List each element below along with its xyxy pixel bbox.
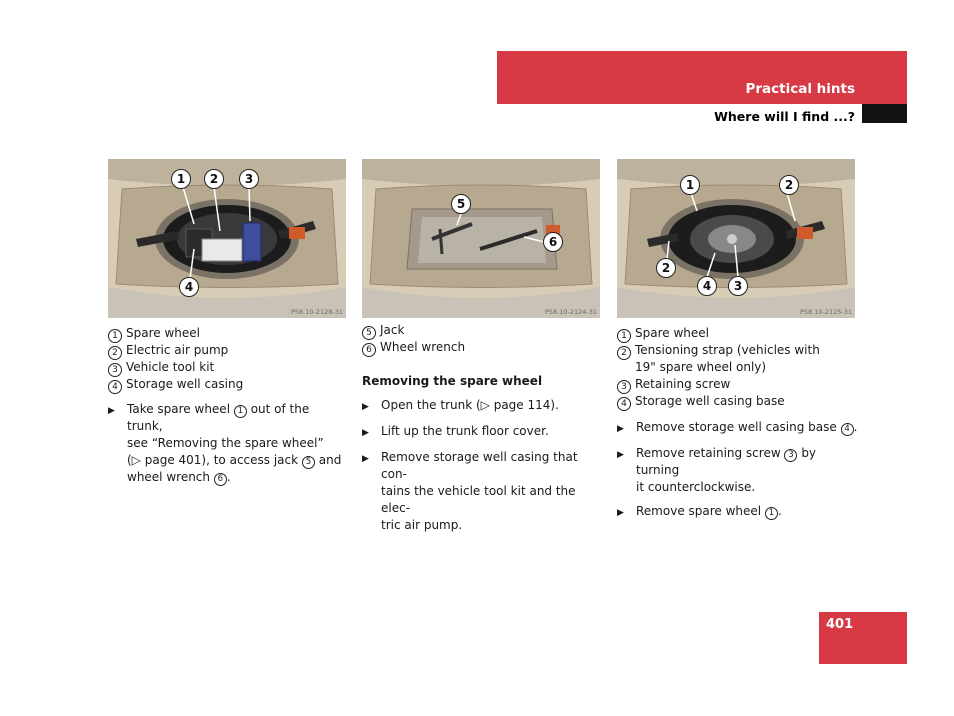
trunk-photo-2	[362, 159, 600, 318]
legend-num: 4	[617, 397, 631, 411]
step-text: Take spare wheel	[127, 402, 231, 416]
step-text: Remove storage well casing that con-	[381, 450, 578, 481]
bullet-arrow-icon: ▶	[362, 454, 369, 464]
bullet-arrow-icon: ▶	[617, 424, 624, 434]
legend-item	[108, 359, 348, 376]
section-tab-marker	[862, 104, 907, 123]
legend-text: Vehicle tool kit	[126, 360, 215, 374]
legend-item	[108, 325, 348, 342]
bullet-arrow-icon: ▶	[362, 428, 369, 438]
callout-3: 3	[239, 169, 259, 189]
section-heading: Removing the spare wheel	[362, 374, 543, 388]
column-1	[108, 325, 348, 486]
inline-num: 1	[765, 507, 778, 520]
callout-2: 2	[656, 258, 676, 278]
legend-num: 2	[108, 346, 122, 360]
legend-item	[617, 376, 862, 393]
legend-text: Electric air pump	[126, 343, 229, 357]
callout-6: 6	[543, 232, 563, 252]
legend-num: 1	[108, 329, 122, 343]
step-text: Remove retaining screw	[636, 446, 781, 460]
legend-num: 4	[108, 380, 122, 394]
callout-3: 3	[728, 276, 748, 296]
legend-num: 2	[617, 346, 631, 360]
photo-code: P58.10-2124-31	[544, 308, 597, 316]
instruction-step	[362, 449, 602, 534]
bullet-arrow-icon: ▶	[108, 406, 115, 416]
instruction-step	[617, 445, 862, 496]
legend-num: 5	[362, 326, 376, 340]
instruction-step: ▶ Remove spare wheel 1 .	[617, 503, 862, 522]
step-text: and	[318, 453, 342, 467]
inline-num: 4	[841, 423, 854, 436]
callout-4: 4	[179, 277, 199, 297]
legend-text: Jack	[380, 323, 405, 337]
step-text: out of the trunk,	[127, 402, 310, 433]
inline-num: 3	[784, 449, 797, 462]
step-text: see “Removing the spare wheel”	[127, 436, 324, 450]
inline-num: 1	[234, 405, 247, 418]
step-text: (▷ page 401), to access jack	[127, 453, 299, 467]
legend-text: 19" spare wheel only)	[635, 360, 767, 374]
page-number: 401	[826, 617, 854, 632]
legend-item	[362, 322, 602, 339]
photo-code: P58.10-2128-31	[290, 308, 343, 316]
legend-num: 1	[617, 329, 631, 343]
legend-text: Spare wheel	[635, 326, 709, 340]
trunk-photo-3	[617, 159, 855, 318]
step-text: wheel wrench	[127, 470, 211, 484]
legend-text: Storage well casing	[126, 377, 244, 391]
step-text: tric air pump.	[381, 518, 463, 532]
step-text: Lift up the trunk floor cover.	[381, 424, 549, 438]
callout-1: 1	[171, 169, 191, 189]
bullet-arrow-icon: ▶	[617, 450, 624, 460]
bullet-arrow-icon: ▶	[617, 508, 624, 518]
instruction-step	[362, 423, 602, 442]
legend-text: Storage well casing base	[635, 394, 785, 408]
trunk-photo-1	[108, 159, 346, 318]
legend-num: 3	[108, 363, 122, 377]
legend-num: 6	[362, 343, 376, 357]
instruction-step: ▶ Remove storage well casing base 4 .	[617, 419, 862, 438]
legend-num: 3	[617, 380, 631, 394]
callout-4: 4	[697, 276, 717, 296]
photo-code: P58.10-2125-31	[799, 308, 852, 316]
callout-2: 2	[779, 175, 799, 195]
callout-5: 5	[451, 194, 471, 214]
legend-text: Spare wheel	[126, 326, 200, 340]
legend-item	[108, 342, 348, 359]
bullet-arrow-icon: ▶	[362, 402, 369, 412]
inline-num: 5	[302, 456, 315, 469]
callout-1: 1	[680, 175, 700, 195]
callout-2: 2	[204, 169, 224, 189]
column-3	[617, 325, 862, 522]
legend-text: Retaining screw	[635, 377, 731, 391]
subsection-title: Where will I find ...?	[714, 109, 855, 124]
step-text: Open the trunk (▷ page 114).	[381, 398, 559, 412]
legend-text: Wheel wrench	[380, 340, 466, 354]
legend-item	[617, 393, 862, 410]
inline-num: 6	[214, 473, 227, 486]
step-text: by turning	[636, 446, 817, 477]
legend-item	[617, 342, 862, 376]
step-text: Remove spare wheel	[636, 504, 762, 518]
instruction-step: ▶ Take spare wheel 1 out of the trunk, see “Removing the spare wheel” (▷ page 401), to access jack 5 and wheel wrench 6 .	[108, 401, 348, 486]
step-text: it counterclockwise.	[636, 480, 756, 494]
legend-item	[617, 325, 862, 342]
legend-item	[108, 376, 348, 393]
step-text: tains the vehicle tool kit and the elec-	[381, 484, 576, 515]
legend-item	[362, 339, 602, 356]
column-2	[362, 322, 602, 534]
step-text: Remove storage well casing base	[636, 420, 837, 434]
instruction-step	[362, 397, 602, 416]
legend-text: Tensioning strap (vehicles with	[635, 343, 820, 357]
section-title: Practical hints	[745, 81, 855, 97]
